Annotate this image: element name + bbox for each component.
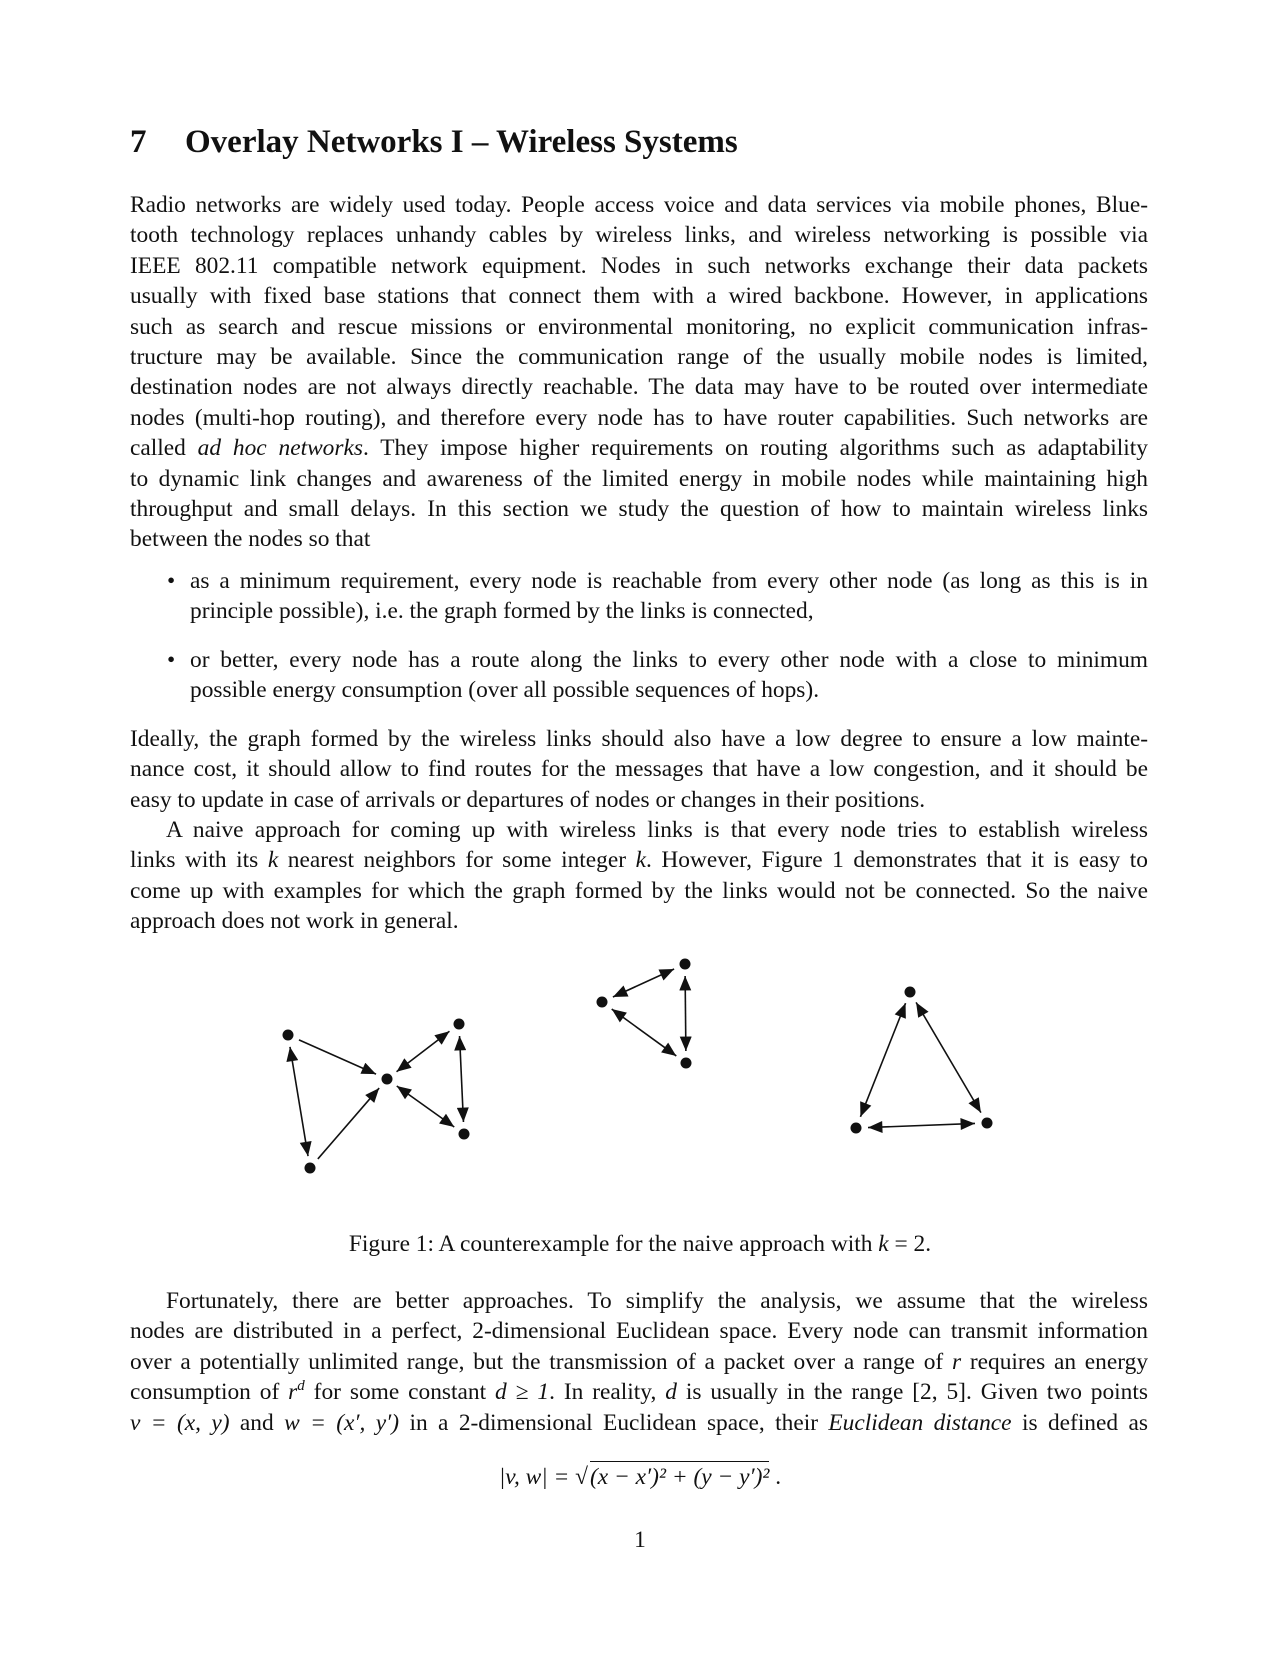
caption-text: = 2. bbox=[888, 1231, 932, 1257]
text-line: IEEE 802.11 compatible network equipment. Nodes in such networks exchange their data packets bbox=[130, 252, 1148, 279]
text-line: nance cost, it should allow to find routes for the messages that have a low congestion, and it should be bbox=[130, 756, 1148, 783]
graph-edge bbox=[290, 1047, 308, 1156]
text-fragment: . They impose higher requirements on routing algorithms such as adaptability bbox=[362, 435, 1148, 462]
equation-euclidean-distance bbox=[0, 1461, 1280, 1491]
graph-edge bbox=[318, 1088, 379, 1159]
figure-caption bbox=[0, 1231, 1280, 1258]
graph-edge bbox=[860, 1003, 905, 1117]
text-fragment: links with its bbox=[130, 847, 268, 874]
text-line bbox=[130, 433, 1148, 463]
text-fragment: for some constant bbox=[304, 1379, 496, 1406]
text-line: usually with fixed base stations that connect them with a wired backbone. However, in applications bbox=[130, 283, 1148, 310]
text-line bbox=[130, 1347, 1148, 1377]
text-line bbox=[130, 845, 1148, 875]
section-number: 7 bbox=[130, 124, 147, 160]
text-line: such as search and rescue missions or environmental monitoring, no explicit communication infras- bbox=[130, 313, 1148, 340]
emphasis-term: ad hoc networks bbox=[197, 435, 363, 462]
caption-text: Figure 1: A counterexample for the naive approach with bbox=[348, 1231, 879, 1257]
text-line: throughput and small delays. In this section we study the question of how to maintain wireless links bbox=[130, 495, 1148, 522]
graph-node bbox=[382, 1074, 393, 1085]
math-exponent: d bbox=[297, 1378, 305, 1395]
graph-nodes bbox=[283, 959, 993, 1174]
math-variable: k bbox=[267, 847, 279, 874]
graph-node bbox=[680, 959, 691, 970]
page-number: 1 bbox=[634, 1527, 646, 1553]
graph-edge bbox=[299, 1040, 376, 1074]
text-line: tructure may be available. Since the communication range of the usually mobile nodes is limited, bbox=[130, 343, 1148, 370]
graph-node bbox=[597, 997, 608, 1008]
bullet-icon: • bbox=[167, 647, 176, 673]
text-line: tooth technology replaces unhandy cables by wireless links, and wireless networking is possible via bbox=[130, 222, 1148, 249]
graph-node bbox=[454, 1019, 465, 1030]
text-fragment: is usually in the range [2, 5]. Given two points bbox=[676, 1379, 1148, 1406]
graph-edge bbox=[612, 1009, 677, 1056]
text-line bbox=[130, 1377, 1148, 1407]
math-variable: r bbox=[288, 1379, 298, 1406]
text-line: destination nodes are not always directly reachable. The data may have to be routed over intermediate bbox=[130, 374, 1148, 401]
graph-edge bbox=[460, 1036, 464, 1122]
section-title: Overlay Networks I – Wireless Systems bbox=[185, 124, 738, 160]
text-line: possible energy consumption (over all possible sequences of hops). bbox=[190, 677, 820, 704]
paragraph-intro bbox=[130, 190, 1148, 555]
graph-edge bbox=[868, 1123, 975, 1127]
text-fragment: nearest neighbors for some integer bbox=[278, 847, 636, 874]
graph-node bbox=[305, 1163, 316, 1174]
graph-node bbox=[681, 1058, 692, 1069]
graph-edge bbox=[613, 969, 674, 997]
text-line: Fortunately, there are better approaches. To simplify the analysis, we assume that the wireless bbox=[166, 1288, 1148, 1314]
math-inequality: d ≥ 1 bbox=[495, 1379, 550, 1406]
emphasis-term: Euclidean distance bbox=[828, 1409, 1012, 1436]
math-variable: k bbox=[635, 847, 646, 874]
graph-node bbox=[905, 987, 916, 998]
graph-node bbox=[982, 1118, 993, 1129]
math-variable: k bbox=[878, 1231, 889, 1257]
text-fragment: in a 2-dimensional Euclidean space, their bbox=[399, 1409, 829, 1436]
paragraph-naive-approach bbox=[130, 815, 1148, 937]
paragraph-ideally bbox=[130, 724, 1148, 815]
text-line: between the nodes so that bbox=[130, 526, 371, 553]
sqrt-icon: √ bbox=[575, 1464, 589, 1490]
graph-edge bbox=[397, 1086, 454, 1127]
text-line: principle possible), i.e. the graph formed by the links is connected, bbox=[190, 598, 814, 625]
bullet-item bbox=[167, 566, 1148, 627]
bullet-icon: • bbox=[167, 568, 176, 594]
text-line: or better, every node has a route along the links to every other node with a close to minimum bbox=[190, 647, 1148, 673]
text-line: Ideally, the graph formed by the wireless links should also have a low degree to ensure a low mainte- bbox=[130, 726, 1148, 752]
paragraph-euclidean bbox=[130, 1286, 1148, 1438]
text-line: come up with examples for which the graph formed by the links would not be connected. So the naive bbox=[130, 877, 1148, 904]
bullet-item bbox=[167, 645, 1148, 706]
graph-node bbox=[851, 1123, 862, 1134]
text-line: nodes (multi-hop routing), and therefore every node has to have router capabilities. Such networks are bbox=[130, 404, 1148, 431]
graph-edge bbox=[916, 1002, 981, 1112]
section-heading bbox=[130, 122, 738, 162]
text-line bbox=[130, 1408, 1148, 1438]
text-fragment: over a potentially unlimited range, but the transmission of a packet over a range of bbox=[130, 1348, 952, 1375]
text-fragment: requires an energy bbox=[961, 1348, 1149, 1375]
equation-end: . bbox=[769, 1464, 782, 1490]
text-line: Radio networks are widely used today. People access voice and data services via mobile phones, Blue- bbox=[130, 192, 1148, 218]
graph-node bbox=[459, 1129, 470, 1140]
math-variable: d bbox=[665, 1379, 677, 1406]
text-fragment: is defined as bbox=[1011, 1409, 1148, 1436]
text-fragment: and bbox=[229, 1409, 285, 1436]
math-variable: r bbox=[951, 1348, 962, 1375]
equation-lhs: |v, w| = bbox=[498, 1464, 576, 1490]
text-fragment: consumption of bbox=[130, 1379, 289, 1406]
text-fragment: . However, Figure 1 demonstrates that it is easy to bbox=[645, 847, 1148, 874]
graph-edge bbox=[685, 976, 686, 1051]
equation-radicand bbox=[590, 1461, 769, 1491]
text-line: to dynamic link changes and awareness of the limited energy in mobile nodes while maintaining high bbox=[130, 465, 1148, 492]
text-fragment: . In reality, bbox=[549, 1379, 666, 1406]
text-line: A naive approach for coming up with wireless links is that every node tries to establish wireless bbox=[166, 817, 1148, 843]
graph-edges bbox=[290, 969, 981, 1159]
text-line: nodes are distributed in a perfect, 2-dimensional Euclidean space. Every node can transmit information bbox=[130, 1318, 1148, 1345]
math-point-w: w = (x′, y′) bbox=[284, 1409, 400, 1436]
text-line: easy to update in case of arrivals or departures of nodes or changes in their positions. bbox=[130, 786, 926, 813]
text-line: approach does not work in general. bbox=[130, 908, 459, 935]
text-fragment: called bbox=[130, 435, 198, 462]
math-point-v: v = (x, y) bbox=[130, 1409, 230, 1436]
graph-node bbox=[283, 1030, 294, 1041]
text-line: as a minimum requirement, every node is reachable from every other node (as long as this is in bbox=[190, 568, 1148, 594]
radicand-text: (x − x′)² + (y − y′)² bbox=[590, 1464, 770, 1490]
graph-edge bbox=[397, 1031, 450, 1071]
